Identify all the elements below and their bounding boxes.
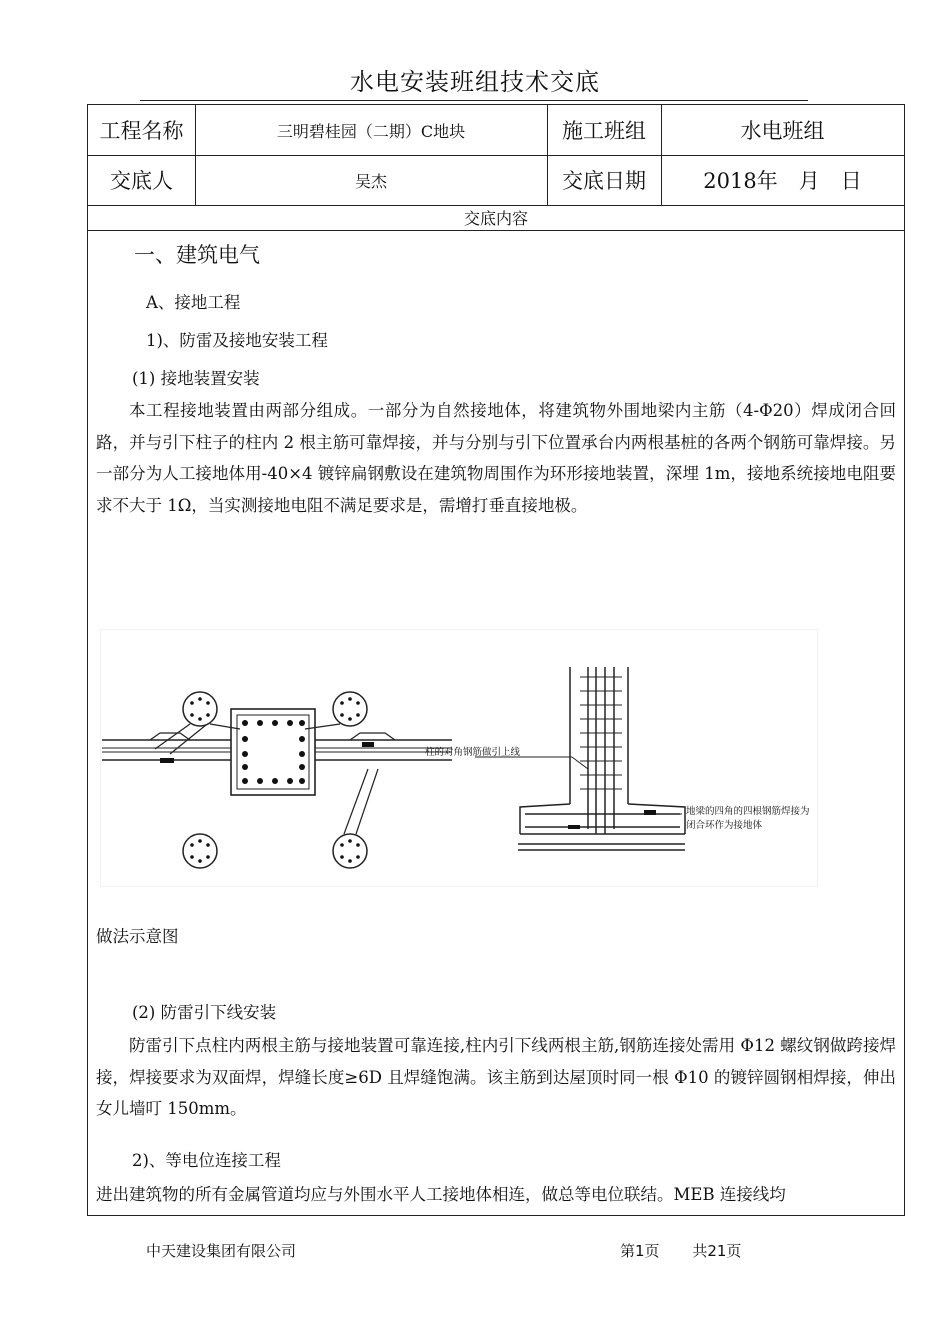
beam-rebar-label-box [686, 805, 816, 845]
title-underline [140, 100, 808, 101]
subsection-a: A、接地工程 [146, 293, 241, 312]
subsection-1-2: (2) 防雷引下线安装 [132, 1003, 277, 1022]
subsection-2: 2)、等电位连接工程 [132, 1151, 281, 1170]
section-heading: 一、建筑电气 [134, 243, 260, 267]
page-total: 共21页 [692, 1242, 742, 1260]
project-name-value: 三明碧桂园（二期）C地块 [276, 121, 466, 141]
equipotential-paragraph: 进出建筑物的所有金属管道均应与外围水平人工接地体相连，做总等电位联结。MEB 连接线均 [96, 1185, 786, 1204]
diagram-caption: 做法示意图 [96, 927, 179, 946]
presenter-label: 交底人 [110, 169, 173, 193]
downlead-paragraph: 防雷引下点柱内两根主筋与接地装置可靠连接,柱内引下线两根主筋,钢筋连接处需用 Φ12 螺纹钢做跨接焊接，焊接要求为双面焊，焊缝长度≥6D 且焊缝饱满。该主筋到达屋顶时同一根 Φ10 的镀锌圆钢相焊接，伸出女儿墙叮 150mm。 [96, 1036, 896, 1118]
subsection-1: 1)、防雷及接地安装工程 [146, 331, 328, 350]
row-divider-3 [88, 230, 904, 231]
team-value: 水电班组 [740, 119, 825, 143]
grounding-paragraph: 本工程接地装置由两部分组成。一部分为自然接地体，将建筑物外围地梁内主筋（4-Φ20）焊成闭合回路，并与引下柱子的柱内 2 根主筋可靠焊接，并与分别与引下位置承台内两根基桩的各两个钢筋可靠焊接。另一部分为人工接地体用-40×4 镀锌扁钢敷设在建筑物周围作为环形接地装置，深埋 1m，接地系统接地电阻要求不大于 1Ω，当实测接地电阻不满足要求是，需增打垂直接地极。 [96, 401, 896, 515]
page-title: 水电安装班组技术交底 [350, 68, 600, 96]
footer-company: 中天建设集团有限公司 [146, 1242, 297, 1260]
team-label: 施工班组 [562, 119, 646, 143]
footer-pagination [620, 1240, 769, 1261]
project-name-label: 工程名称 [99, 119, 184, 143]
page-current: 第1页 [620, 1242, 660, 1260]
date-label: 交底日期 [562, 169, 646, 193]
column-rebar-label: 柱的对角钢筋做引上线 [425, 747, 521, 758]
beam-rebar-label: 地梁的四角的四根钢筋焊接为闭合环作为接地体 [686, 806, 810, 831]
grounding-diagram [100, 629, 818, 887]
subsection-1-1: (1) 接地装置安装 [132, 369, 260, 388]
handover-form [87, 104, 905, 1216]
content-header: 交底内容 [463, 209, 528, 228]
presenter-value: 吴杰 [354, 171, 387, 191]
date-value: 2018年 月 日 [703, 169, 862, 193]
